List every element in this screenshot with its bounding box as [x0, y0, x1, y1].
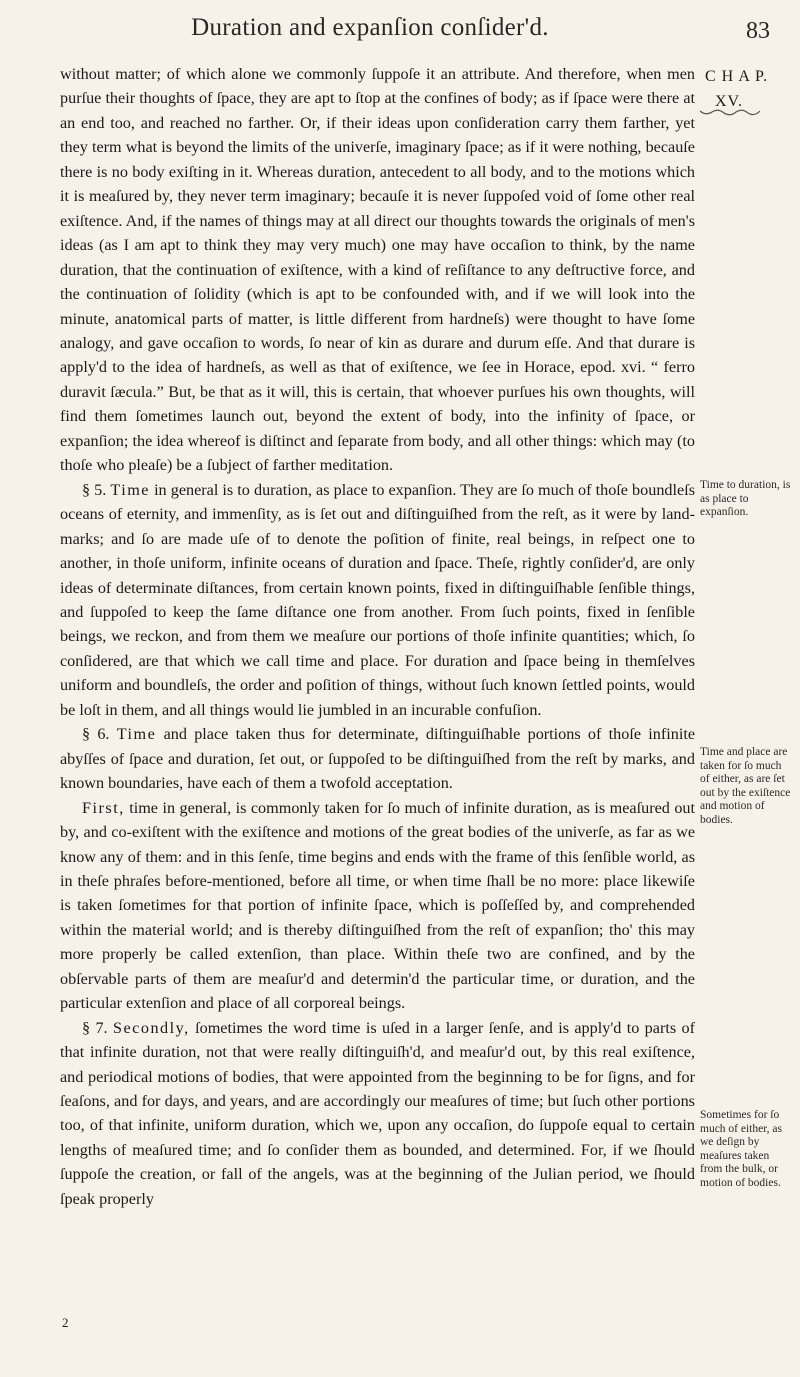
signature-mark: 2 — [62, 1315, 69, 1330]
section-text: ſometimes the word time is uſed in a larger ſenſe, and is apply'd to parts of that infinite duration, not that were really diſtinguiſh'd, and meaſur'd out, by this real exiſtence, and periodical motions of bodies, that were appointed from the beginning to be for ſigns, and for ſeaſons, and for days, and years, and are accordingly our meaſures of time; but ſuch other portions too, of that infinite, uniform duration, which we, upon any occaſion, do ſuppoſe equal to certain lengths of meaſured time; and ſo conſider them as bounded, and determined. For, if we ſhould ſuppoſe the creation, or fall of the angels, was at the beginning of the Julian period, we ſhould ſpeak properly — [60, 1018, 696, 1208]
section-lead-word: Secondly, — [112, 1018, 190, 1037]
paragraph-continuation: without matter; of which alone we commonly ſuppoſe it an attribute. And therefore, when men purſue their thoughts of ſpace, they are apt to ſtop at the confines of body; as if ſpace were there at an end too, and reached no farther. Or, if their ideas upon conſideration carry them farther, yet they term what is beyond the limits of the univerſe, imaginary ſpace; as if it were nothing, becauſe there is no body exiſting in it. Whereas duration, antecedent to all body, and to the motions which it is meaſured by, they never term imaginary; becauſe it is never ſuppoſed void of ſome other real exiſtence. And, if the names of things may at all direct our thoughts towards the originals of men's ideas (as I am apt to think they may very much) one may have occaſion to think, by the name duration, that the continuation of exiſtence, with a kind of reſiſtance to any deſtructive force, and the continuation of ſolidity (which is apt to be confounded with, and if we will look into the minute, anatomical parts of matter, is little different from hardneſs) were thought to have ſome analogy, and gave occaſion to words, ſo near of kin as durare and durum eſſe. And that durare is apply'd to the idea of hardneſs, as well as that of exiſtence, we ſee in Horace, epod. xvi. “ ferro duravit ſæcula.” But, be that as it will, this is certain, that whoever purſues his own thoughts, will find them ſometimes launch out, beyond the extent of body, into the infinity of ſpace, or expanſion; the idea whereof is diſtinct and ſeparate from body, and all other things: which may (to thoſe who pleaſe) be a ſubject of farther meditation. — [60, 65, 695, 475]
section-6 — [60, 722, 695, 795]
section-lead-word: First, — [82, 798, 125, 817]
chapter-marker — [705, 64, 800, 114]
chapter-label: C H A P. — [705, 68, 769, 85]
margin-note-time-place: Time and place are taken for ſo much of either, as are ſet out by the exiſtence and motion of bodies. — [700, 746, 791, 826]
section-number: § 5. — [82, 480, 107, 499]
section-text: in general is to duration, as place to expanſion. They are ſo much of thoſe boundleſs oceans of eternity, and immenſity, as is ſet out and diſtinguiſhed from the reſt, as it were by land-marks; and ſo are made uſe of to denote the poſition of finite, real beings, in reſpect one to another, in thoſe uniform, infinite oceans of duration and ſpace. Theſe, rightly conſider'd, are only ideas of determinate diſtances, from certain known points, fixed in diſtinguiſhable ſenſible things, and ſuppoſed to keep the ſame diſtance one from another. From ſuch points, fixed in ſenſible beings, we reckon, and from them we meaſure our portions of thoſe infinite quantities; which, ſo conſidered, are that which we call time and place. For duration and ſpace being in themſelves uniform and boundleſs, the order and poſition of things, without ſuch known ſettled points, would be loſt in them, and all things would lie jumbled in an incurable confuſion. — [60, 480, 695, 719]
ornament-icon — [698, 108, 762, 118]
section-lead-word: Time — [116, 725, 157, 744]
section-text: time in general, is commonly taken for ſo much of infinite duration, as is meaſured out by, and co-exiſtent with the exiſtence and motions of the great bodies of the univerſe, as far as we know any of them: and in this ſenſe, time begins and ends with the frame of this ſenſible world, as in theſe phraſes before-mentioned, before all time, or when time ſhall be no more: place likewiſe is taken ſometimes for that portion of infinite ſpace, which is poſſeſſed by, and comprehended within the material world; and is thereby diſtinguiſhed from the reſt of expanſion; tho' this may more properly be called extenſion, than place. Within theſe two are confined, and by the obſervable parts of them are meaſur'd and determin'd the particular time, or duration, and the particular extenſion and place of all corporeal beings. — [60, 798, 696, 1013]
body-text — [60, 62, 695, 1211]
section-lead-word: Time — [110, 480, 150, 499]
paragraph-first — [60, 796, 695, 1016]
section-number: § 7. — [82, 1018, 108, 1037]
running-header: Duration and expanſion conſider'd. — [191, 14, 549, 41]
section-text: and place taken thus for determinate, diſtinguiſhable portions of thoſe infinite abyſſes of ſpace and duration, ſet out, or ſuppoſed to be diſtinguiſhed from the reſt by marks, and known boundaries, have each of them a twofold acceptation. — [60, 725, 695, 793]
chapter-number: XV. — [715, 93, 744, 110]
margin-note-time-duration: Time to duration, is as place to expanſion. — [700, 479, 791, 519]
section-number: § 6. — [82, 725, 110, 744]
page-number: 83 — [746, 18, 770, 44]
margin-note-sometimes: Sometimes for ſo much of either, as we deſign by meaſures taken from the bulk, or motion of bodies. — [700, 1109, 782, 1189]
section-5 — [60, 478, 695, 723]
section-7 — [60, 1016, 695, 1212]
